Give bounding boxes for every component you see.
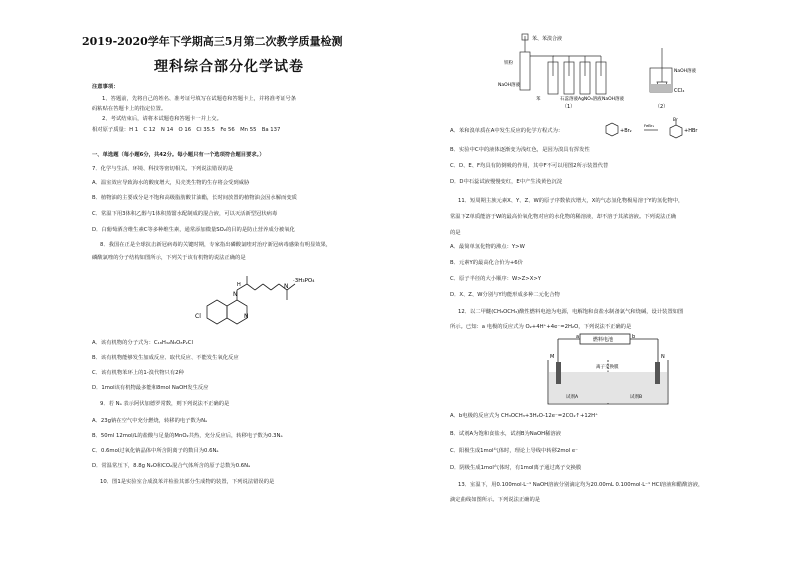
section-heading: 一、单选题（每小题6分，共42分。每小题只有一个选项符合题目要求。） [92,152,265,158]
q12-option-a: A．b电极的反应式为 CH₃OCH₃+3H₂O-12e⁻=2CO₂↑+12H⁺ [450,413,598,419]
product-hbr-label: +HBr [684,128,698,134]
product-br-label: Br [673,118,678,123]
q7-option-c: C．常温下用3体积乙醇与1体积蒸馏水配制成的混合液，可以灭活新型冠状病毒 [92,211,278,217]
fig1-litmus-label: 石蕊溶液 [560,97,578,102]
q11-option-a: A．最简单氢化物的沸点：Y>W [450,244,525,250]
fig1-benzene-bromine-label: 苯、苯溴合液 [532,36,563,42]
note-2: 2、考试结束后，请将本试题卷和答题卡一并上交。 [102,116,222,122]
q8-stem-2: 磷酸氯喹的分子结构如图所示，下列关于该有机物的说法正确的是 [92,255,246,261]
fig1-naoh-label: NaOH溶液 [602,97,625,102]
bromobenzene-apparatus-figure [492,32,732,110]
membrane-label: 离子交换膜 [596,365,619,370]
q9-option-c: C．0.6mol过氧化钠晶体中所含阴离子的数目为0.6Nₐ [92,448,219,454]
q11-stem-2: 常温下Z单质能溶于W的最高价氧化物对应的水化物的稀溶液，却不溶于其浓溶液。下列说法正确 [450,214,677,220]
reagent-br2-label: +Br₂ [620,128,632,134]
q10-reaction-equation [598,116,718,142]
atomic-mass-line: 相对原子质量：H 1 C 12 N 14 O 16 Cl 35.5 Fe 56 Mn 55 Ba 137 [92,127,281,133]
electrode-n-label: N [661,354,665,360]
q12-stem-2: 所示。已知：a 电极的反应式为 O₂+4H⁺+4e⁻=2H₂O，下列说法不正确的是 [450,324,632,330]
q11-option-d: D．X、Z、W分别与Y均能形成多种二元化合物 [450,292,560,298]
exam-title: 2019-2020学年下学期高三5月第二次教学质量检测 [82,35,343,48]
q13-stem-2: 滴定曲线如图所示。下列说法正确的是 [450,497,541,503]
q10-option-b: B．实验中C中的液体逐渐变为浅红色，是因为溴具有挥发性 [450,147,590,153]
right-column [440,0,758,562]
q12-option-b: B．试剂A为饱和食盐水，试剂B为NaOH稀溶液 [450,431,562,437]
q7-stem: 7．化学与生活、环境、科技等密切相关。下列说法错误的是 [92,166,234,172]
tertiary-nitrogen-label: N [284,283,289,290]
electrode-m-label: M [550,354,555,360]
q12-option-c: C．阳极生成1mol气体时，理论上导线中转移2mol e⁻ [450,448,578,454]
catalyst-febr3-label: FeBr₃ [644,123,655,128]
q10-stem: 10．图1是实验室合成溴苯并检验其部分生成物的装置，下列说法错误的是 [100,479,275,485]
q10-option-c: C．D、E、F均具有防倒吸的作用，其中F不可以用图2所示装置代替 [450,163,609,169]
electrode-b-label: b [632,334,636,340]
q8-option-c: C．该有机物苯环上的1-溴代物只有2种 [92,370,184,376]
chlorine-atom-label: Cl [195,313,201,320]
note-1a: 1、答题前，先将自己的姓名、准考证号填写在试题卷和答题卡上，并将准考证号条 [102,96,297,102]
q8-option-a: A．该有机物的分子式为：C₁₈H₃₂N₃O₈P₂Cl [92,340,193,346]
q11-stem-1: 11．短周期主族元素X、Y、Z、W的原子序数依次增大，X的气态氢化物极易溶于Y的氢化物中， [458,198,684,204]
fig2-ccl4-label: CCl₄ [674,88,685,94]
left-column [82,0,397,562]
phosphate-label: ·3H₃PO₄ [293,278,315,284]
q12-stem-1: 12．以二甲醚(CH₃OCH₃)酸性燃料电池为电源，电解饱和食盐水制备氯气和烧碱，设计装置如图 [458,309,684,315]
electrolysis-apparatus-figure [540,332,680,406]
fig1-naoh-left-label: NaOH溶液 [498,83,521,88]
q9-option-d: D．常温常压下，8.8g N₂O和CO₂混合气体所含的原子总数为0.6Nₐ [92,463,251,469]
q11-option-b: B．元素Y的最高化合价为+6价 [450,260,523,266]
q9-stem: 9．若 Nₐ 表示阿伏加德罗常数，则下列说法不正确的是 [100,401,230,407]
q12-option-d: D．阴极生成1mol气体时，有1mol离子通过离子交换膜 [450,465,582,471]
fig1-iron-powder-label: 铁粉 [504,61,513,66]
q7-option-b: B．植物油的主要成分是不饱和高级脂肪酸甘油酯，长时间放置的植物油会因水解而变质 [92,195,297,201]
q8-option-b: B．该有机物能够发生加成反应、取代反应、不能发生氧化反应 [92,355,239,361]
q8-option-d: D．1mol该有机物最多能和8mol NaOH发生反应 [92,385,209,391]
notes-heading: 注意事项： [92,84,119,90]
q10-option-d: D．D中石蕊试液慢慢变红，E中产生浅黄色沉淀 [450,179,563,185]
ring-nitrogen-label: N [244,313,249,320]
electrode-a-label: a [576,334,580,340]
amine-nitrogen-label: N [233,291,238,298]
chloroquine-structure-figure [187,268,322,338]
fig1-benzene-label: 苯 [536,97,541,102]
fuel-cell-label: 燃料电池 [593,337,614,343]
exam-subtitle: 理科综合部分化学试卷 [154,59,304,75]
amine-hydrogen-label: H [237,282,241,288]
fig2-naoh-label: NaOH溶液 [674,69,697,74]
q9-option-a: A．23g钠在空气中充分燃烧，转移的电子数为Nₐ [92,418,208,424]
q7-option-d: D．白葡萄酒含维生素C等多种维生素，通常添加微量SO₂的目的是防止营养成分被氧化 [92,227,295,233]
fig1-agno3-label: AgNO₃溶液 [578,97,602,102]
note-1b: 码粘贴在答题卡上的指定位置。 [92,106,167,112]
q7-option-a: A．温室效应导致海水的酸度增大，贝壳类生物的生存将会受到威胁 [92,180,250,186]
reagent-a-label: 试剂A [566,395,579,400]
q10-option-a: A．苯和溴单质在A中发生反应的化学方程式为： [450,128,564,134]
q9-option-b: B．50ml 12mol/L的盐酸与足量的MnO₂共热，充分反应后，转移电子数为0.3Nₐ [92,433,283,439]
reagent-b-label: 试剂B [630,395,643,400]
fig2-caption: （2） [655,104,669,110]
q11-option-c: C．原子半径的大小顺序：W>Z>X>Y [450,276,542,282]
fig1-caption: （1） [562,104,576,110]
q8-stem-1: 8．我国在正是全球抗击新冠病毒的关键时期，专家指出磷酸氯喹对治疗新冠病毒感染有明显效果， [100,242,332,248]
q11-stem-3: 的是 [450,230,461,236]
q13-stem-1: 13．室温下，用0.100mol·L⁻¹ NaOH溶液分别滴定均为20.00mL 0.100mol·L⁻¹ HCl溶液和醋酸溶液， [458,482,704,488]
